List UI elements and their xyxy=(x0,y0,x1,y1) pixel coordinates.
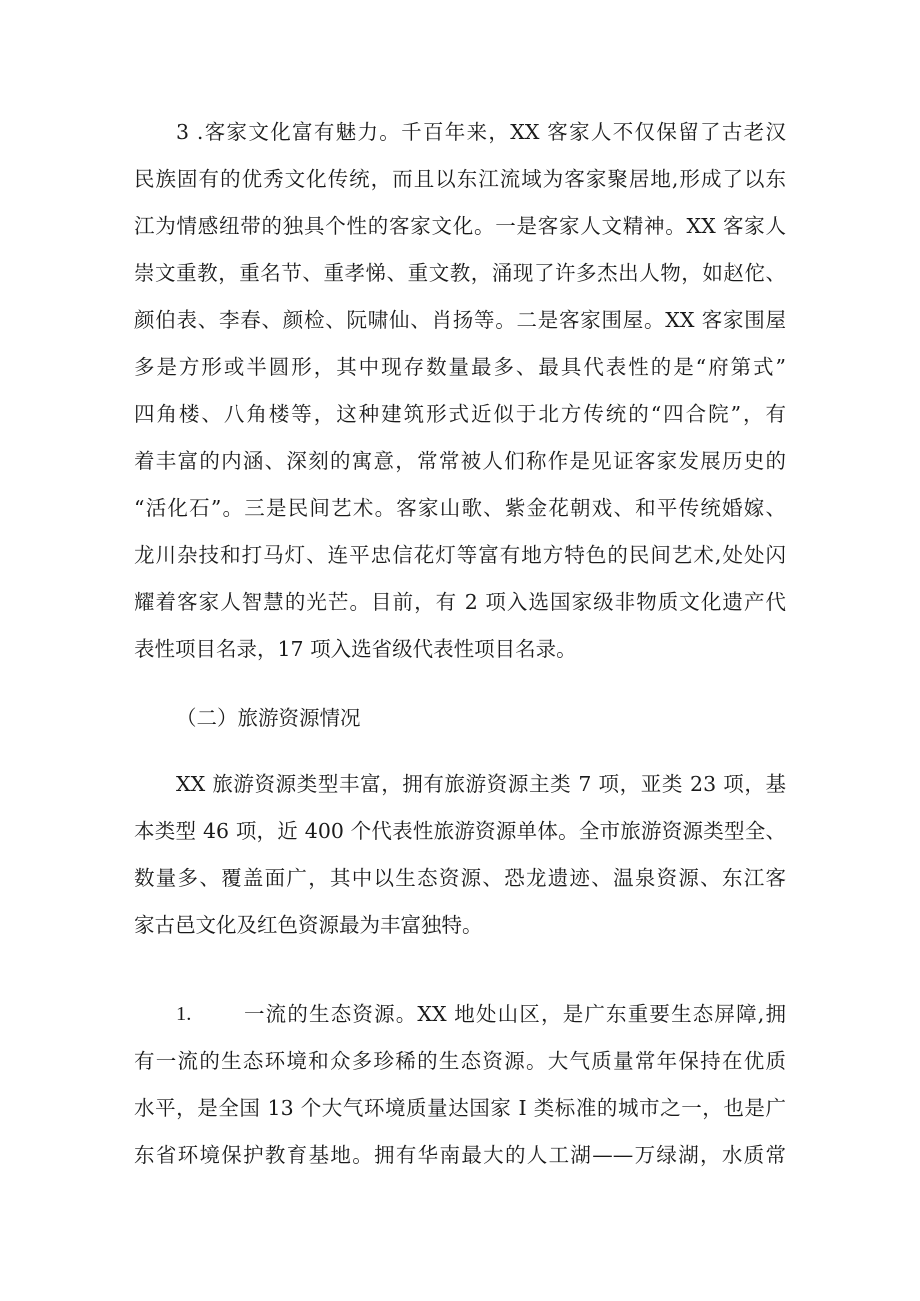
text-line: 多是方形或半圆形，其中现存数量最多、最具代表性的是“府第式” xyxy=(134,355,786,379)
text-line: “活化石”。三是民间艺术。客家山歌、紫金花朝戏、和平传统婚嫁、 xyxy=(134,496,786,520)
section-heading: （二）旅游资源情况 xyxy=(176,706,361,730)
text-line: 东省环境保护教育基地。拥有华南最大的人工湖——万绿湖，水质常 xyxy=(134,1143,786,1167)
text-line: 崇文重教，重名节、重孝悌、重文教，涌现了许多杰出人物，如赵佗、 xyxy=(134,261,786,285)
text-line: XX 旅游资源类型丰富，拥有旅游资源主类 7 项，亚类 23 项，基 xyxy=(176,772,786,796)
list-number: 1. xyxy=(176,1003,192,1025)
text-line: 有一流的生态环境和众多珍稀的生态资源。大气质量常年保持在优质 xyxy=(134,1049,786,1073)
text-line: 水平，是全国 13 个大气环境质量达国家 I 类标准的城市之一，也是广 xyxy=(134,1096,786,1120)
text-line: 家古邑文化及红色资源最为丰富独特。 xyxy=(134,913,483,937)
text-line: 数量多、覆盖面广，其中以生态资源、恐龙遗迹、温泉资源、东江客 xyxy=(134,866,786,890)
text-line: 本类型 46 项，近 400 个代表性旅游资源单体。全市旅游资源类型全、 xyxy=(134,819,786,843)
text-line: 3 .客家文化富有魅力。千百年来，XX 客家人不仅保留了古老汉 xyxy=(176,120,786,144)
text-line: 表性项目名录，17 项入选省级代表性项目名录。 xyxy=(134,637,577,661)
text-line: 民族固有的优秀文化传统，而且以东江流域为客家聚居地,形成了以东 xyxy=(134,167,786,191)
text-line: 着丰富的内涵、深刻的寓意，常常被人们称作是见证客家发展历史的 xyxy=(134,449,786,473)
text-line: 江为情感纽带的独具个性的客家文化。一是客家人文精神。XX 客家人 xyxy=(134,214,786,238)
text-line: 颜伯表、李春、颜检、阮啸仙、肖扬等。二是客家围屋。XX 客家围屋 xyxy=(134,308,786,332)
text-line: 一流的生态资源。XX 地处山区，是广东重要生态屏障,拥 xyxy=(244,1002,786,1026)
text-line: 龙川杂技和打马灯、连平忠信花灯等富有地方特色的民间艺术,处处闪 xyxy=(134,543,786,567)
text-line: 耀着客家人智慧的光芒。目前，有 2 项入选国家级非物质文化遗产代 xyxy=(134,590,786,614)
text-line: 四角楼、八角楼等，这种建筑形式近似于北方传统的“四合院”，有 xyxy=(134,402,786,426)
